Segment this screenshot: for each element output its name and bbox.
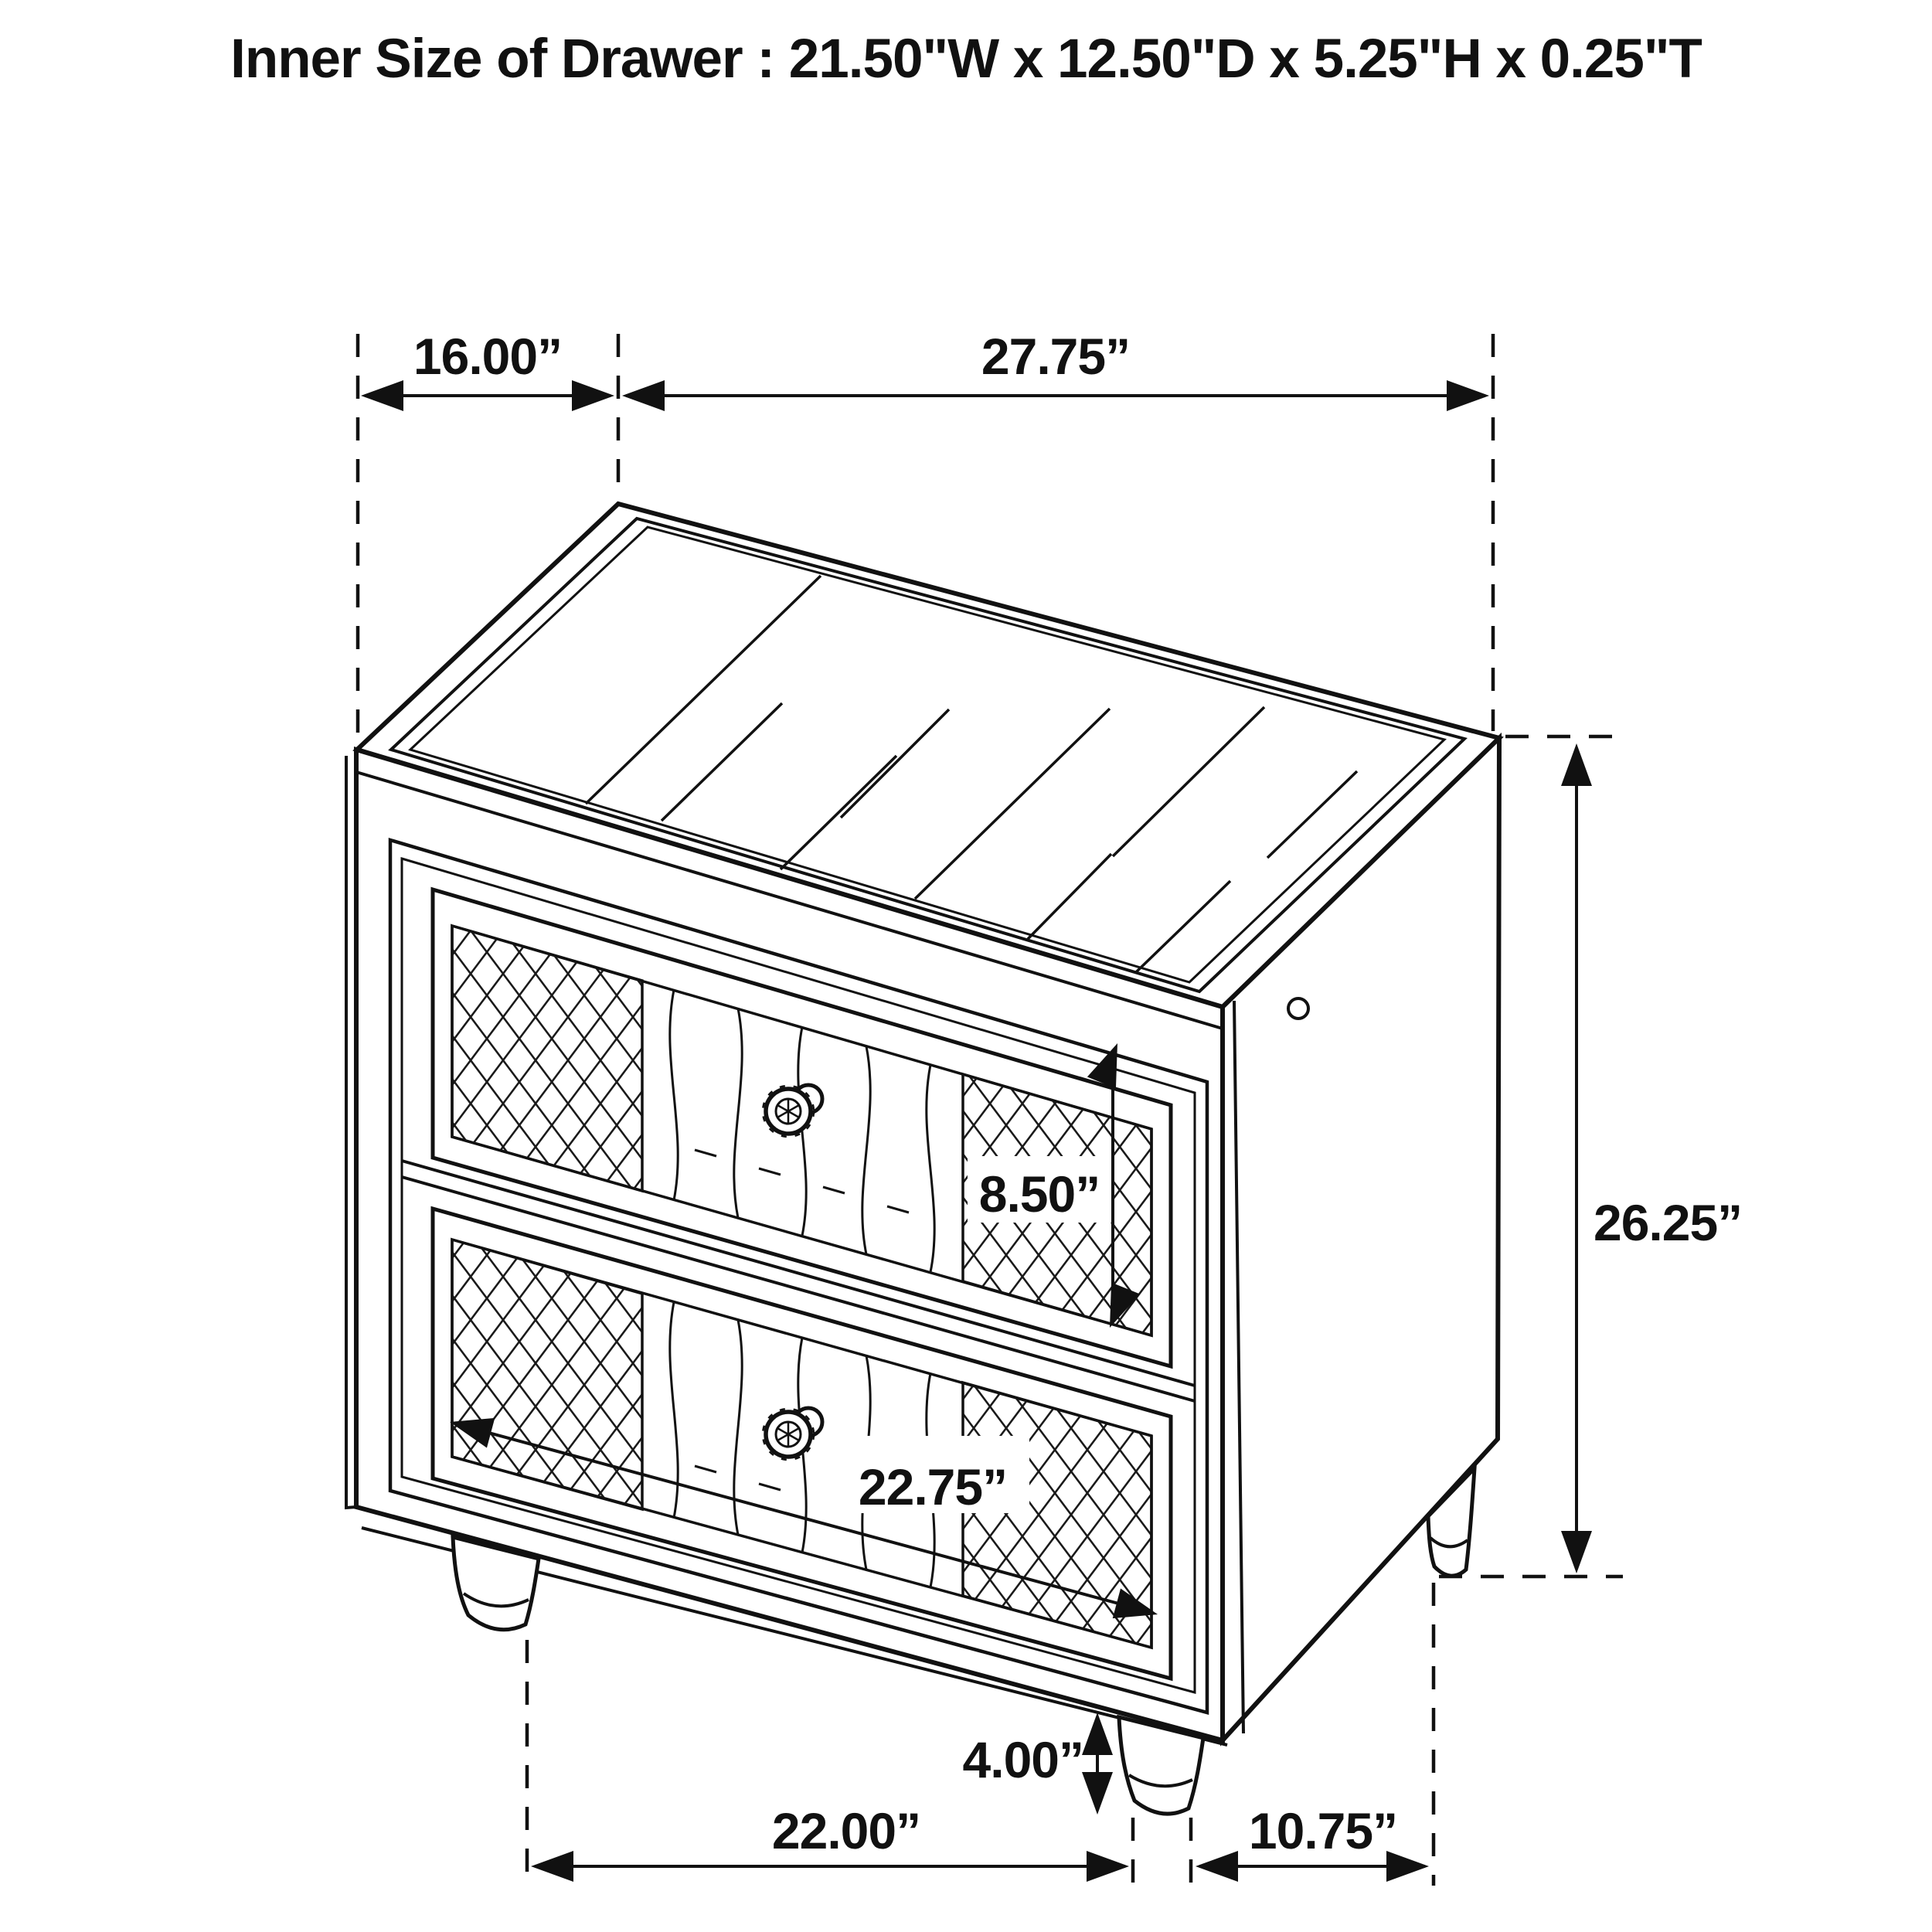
dim-drawer-height-label: 8.50” bbox=[978, 1165, 1100, 1223]
arrowhead-up-icon bbox=[1082, 1713, 1113, 1755]
dim-top-depth-label: 16.00” bbox=[413, 328, 563, 385]
dim-overall-height-label: 26.25” bbox=[1594, 1194, 1743, 1251]
arrowhead-left-icon bbox=[361, 380, 403, 411]
dim-front-leg-span bbox=[531, 1802, 1129, 1882]
arrowhead-left-icon bbox=[531, 1851, 573, 1882]
arrowhead-down-icon bbox=[1561, 1531, 1592, 1573]
dim-top-width-label: 27.75” bbox=[981, 328, 1131, 385]
diagram-title: Inner Size of Drawer : 21.50"W x 12.50"D x 5.25"H x 0.25"T bbox=[230, 29, 1702, 90]
arrowhead-left-icon bbox=[622, 380, 665, 411]
dim-leg-height-label: 4.00” bbox=[962, 1731, 1083, 1788]
dim-side-leg-span-label: 10.75” bbox=[1248, 1802, 1398, 1859]
dim-top-depth bbox=[361, 328, 614, 411]
dim-side-leg-span bbox=[1196, 1802, 1429, 1882]
dim-front-leg-span-label: 22.00” bbox=[771, 1802, 921, 1859]
arrowhead-right-icon bbox=[1447, 380, 1489, 411]
dim-leg-height bbox=[963, 1713, 1113, 1815]
nightstand bbox=[346, 504, 1499, 1814]
arrowhead-right-icon bbox=[572, 380, 614, 411]
dim-drawer-width-label: 22.75” bbox=[858, 1458, 1008, 1515]
arrowhead-up-icon bbox=[1561, 743, 1592, 786]
arrowhead-down-icon bbox=[1082, 1772, 1113, 1815]
arrowhead-right-icon bbox=[1087, 1851, 1129, 1882]
dim-top-width bbox=[622, 328, 1489, 411]
arrowhead-left-icon bbox=[1196, 1851, 1238, 1882]
